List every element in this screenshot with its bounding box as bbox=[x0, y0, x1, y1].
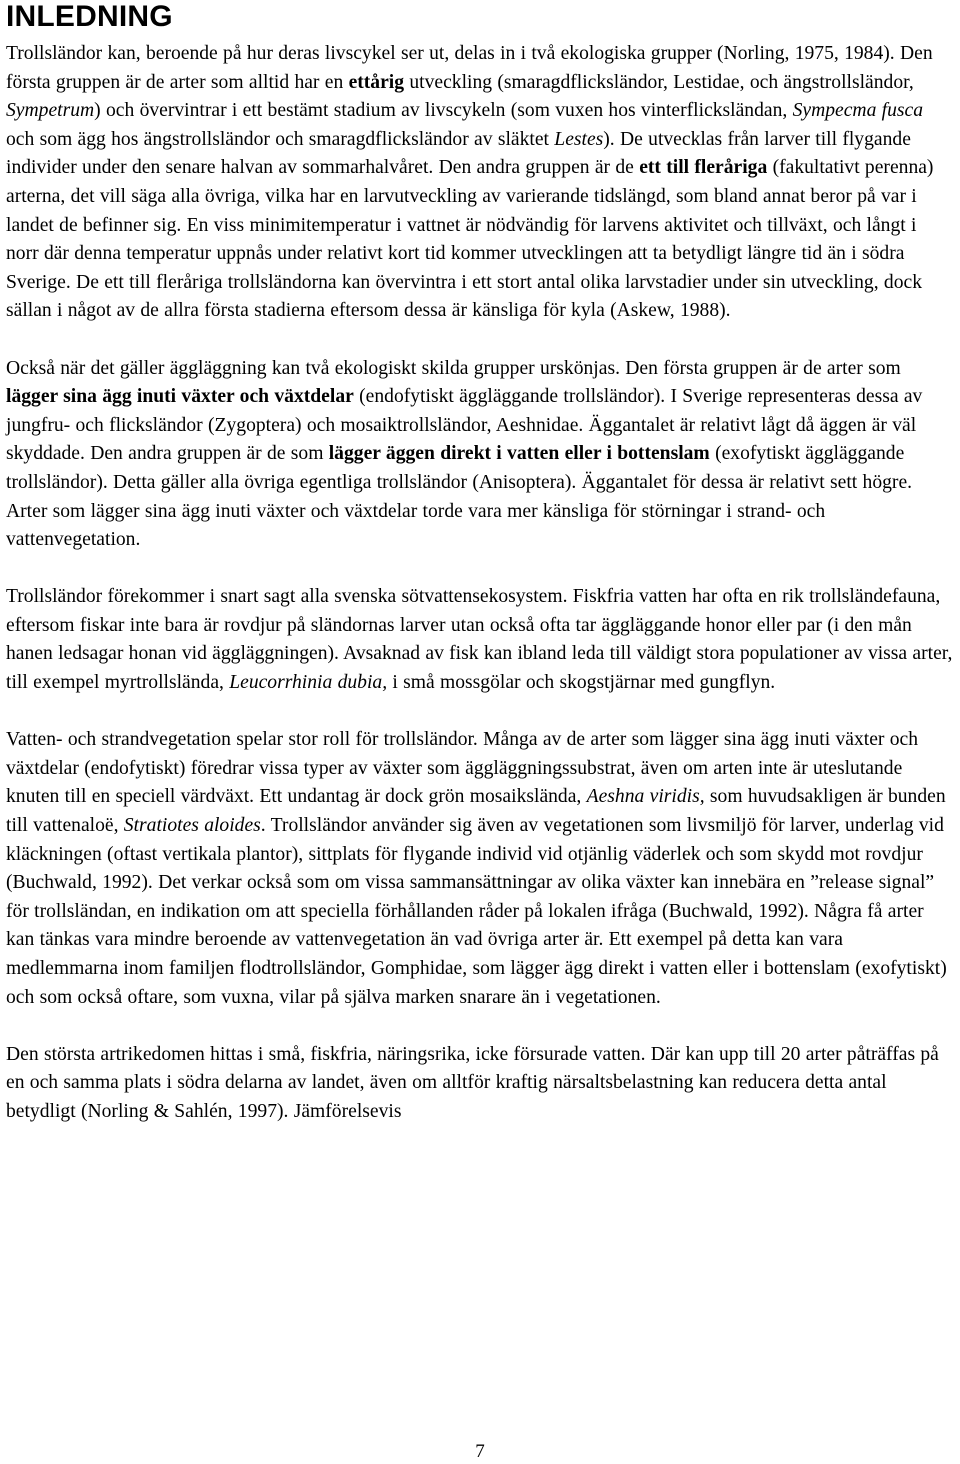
section-heading: INLEDNING bbox=[6, 0, 173, 33]
text-segment: (exofytiskt äggläggande trollsländor). Detta gäller alla övriga egentliga trollsländor (Anisoptera). Äggantalet för dessa är relativt sett högre. Arter som lägger sina ägg inuti växter och växtdelar torde vara mer känsliga för störningar i strand- och vattenvegetation. bbox=[6, 443, 913, 551]
italic-text: Sympecma fusca bbox=[792, 100, 924, 122]
text-segment: ). De utvecklas från larver till flygande individer under den senare halvan av sommarhalvåret. Den andra gruppen är de bbox=[6, 128, 911, 179]
text-segment: (fakultativt perenna) arterna, det vill säga alla övriga, vilka har en larvutveckling av varierande tidslängd, som bland annat beror på var i landet de befinner sig. En viss minimitemperatur i vattnet är nödvändig för larvens aktivitet och tillväxt, och långt i norr där denna temperatur uppnås under relativt kort tid kommer utvecklingen att ta betydligt längre tid än i södra Sverige. De ett till fleråriga trollsländorna kan övervintra i ett stort antal olika larvstadier under sin utveckling, dock sällan i något av de allra första stadierna eftersom dessa är känsliga för kyla (Askew, 1988). bbox=[6, 157, 934, 322]
bold-text: ettårig bbox=[348, 71, 405, 93]
bold-text: ett till fleråriga bbox=[639, 157, 768, 179]
italic-text: Aeshna viridis, bbox=[586, 786, 705, 808]
bold-text: lägger äggen direkt i vatten eller i bottenslam bbox=[328, 443, 710, 465]
text-segment: som huvudsakligen är bunden till vattenaloë, bbox=[6, 786, 946, 837]
body-text bbox=[6, 40, 954, 1127]
text-segment: Vatten- och strandvegetation spelar stor roll för trollsländor. Många av de arter som lägger sina ägg inuti växter och växtdelar (endofytiskt) föredrar vissa typer av växter som äggläggningssubstrat, även om arten inte är uteslutande knuten till en speciell värdväxt. Ett undantag är dock grön mosaikslända, bbox=[6, 729, 919, 808]
italic-text: Stratiotes aloides bbox=[123, 815, 261, 837]
text-segment: Trollsländor förekommer i snart sagt alla svenska sötvattensekosystem. Fiskfria vatten har ofta en rik trollsländefauna, eftersom fiskar inte bara är rovdjur på sländornas larver utan också ofta tar äggläggande honor eller par (i den mån hanen ledsagar honan vid äggläggningen). Avsaknad av fisk kan ibland leda till väldigt stora populationer av vissa arter, till exempel myrtrollslända, bbox=[6, 586, 953, 694]
text-segment: i små mossgölar och skogstjärnar med gungflyn. bbox=[387, 672, 776, 694]
text-segment: . Trollsländor använder sig även av vegetationen som livsmiljö för larver, underlag vid kläckningen (oftast vertikala plantor), sittplats för flygande individ vid otjänlig väderlek och som skydd mot rovdjur (Buchwald, 1992). Det verkar också som om vissa sammansättningar av olika växter kan innebära en ”release signal” för trollsländan, en indikation om att speciella förhållanden råder på lokalen ifråga (Buchwald, 1992). Några få arter kan tänkas vara mindre beroende av vattenvegetation än vad övriga arter är. Ett exempel på detta kan vara medlemmarna inom familjen flodtrollsländor, Gomphidae, som lägger ägg direkt i vatten eller i bottenslam (exofytiskt) och som också oftare, som vuxna, vilar på själva marken snarare än i vegetationen. bbox=[6, 815, 947, 1008]
text-segment: Också när det gäller äggläggning kan två ekologiskt skilda grupper urskönjas. Den första gruppen är de arter som bbox=[6, 357, 901, 379]
paragraph-habitats bbox=[6, 583, 954, 697]
page-number: 7 bbox=[475, 1441, 485, 1462]
paragraph-species-richness bbox=[6, 1041, 954, 1127]
paragraph-ecological-groups bbox=[6, 40, 954, 326]
text-segment: och som ägg hos ängstrollsländor och smaragdflicksländor av släktet bbox=[6, 128, 555, 150]
italic-text: Lestes bbox=[554, 128, 604, 150]
text-segment: ) och övervintrar i ett bestämt stadium av livscykeln (som vuxen hos vinterflicksländan, bbox=[94, 100, 793, 122]
text-segment: Trollsländor kan, beroende på hur deras livscykel ser ut, delas in i två ekologiska grupper (Norling, 1975, 1984). Den första gruppen är de arter som alltid har en bbox=[6, 43, 933, 93]
text-segment: (endofytiskt äggläggande trollsländor). I Sverige representeras dessa av jungfru- och flicksländor (Zygoptera) och mosaiktrollsländor, Aeshnidae. Äggantalet är relativt lågt då äggen är väl skyddade. Den andra gruppen är de som bbox=[6, 386, 923, 465]
paragraph-vegetation bbox=[6, 726, 954, 1012]
text-segment: Den största artrikedomen hittas i små, fiskfria, näringsrika, icke försurade vatten. Där kan upp till 20 arter påträffas på en och samma plats i södra delarna av landet, även om alltför kraftig närsaltsbelastning kan reducera detta antal betydligt (Norling & Sahlén, 1997). Jämförelsevis bbox=[6, 1043, 939, 1122]
italic-text: Leucorrhinia dubia, bbox=[229, 672, 388, 694]
italic-text: Sympetrum bbox=[6, 100, 95, 122]
text-segment: utveckling (smaragdflicksländor, Lestidae, och ängstrollsländor, bbox=[404, 71, 914, 93]
bold-text: lägger sina ägg inuti växter och växtdelar bbox=[6, 386, 354, 408]
paragraph-egg-laying bbox=[6, 355, 954, 555]
document-page bbox=[6, 0, 954, 1127]
